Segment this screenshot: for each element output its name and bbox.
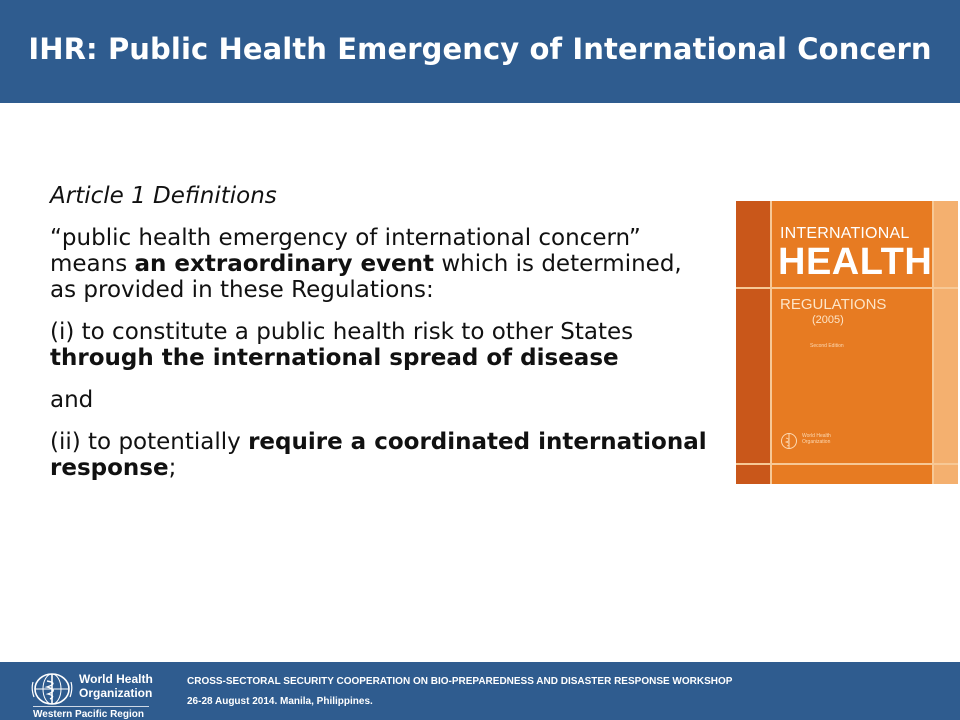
- criterion-2: [50, 429, 715, 481]
- who-logo-icon: [31, 672, 73, 706]
- workshop-date: 26-28 August 2014. Manila, Philippines.: [187, 696, 373, 707]
- conjunction: and: [50, 387, 94, 413]
- who-region: Western Pacific Region: [33, 709, 144, 720]
- criterion-1-text: (i) to constitute a public health risk to other States: [50, 319, 634, 345]
- cover-title-line2: HEALTH: [778, 241, 933, 283]
- definition-bold: an extraordinary event: [134, 251, 435, 277]
- cover-divider: [932, 201, 934, 484]
- criterion-1-bold: through the international spread of disease: [50, 345, 619, 371]
- who-org-name-line2: Organization: [79, 686, 153, 700]
- definition-paragraph: [50, 225, 715, 303]
- logo-divider: [33, 706, 149, 707]
- footer-bar: [0, 662, 960, 720]
- cover-edition: Second Edition: [810, 343, 844, 349]
- definition-text-2: which is determined, as provided in these Regulations:: [50, 251, 682, 303]
- who-org-name-line1: World Health: [79, 672, 153, 686]
- cover-divider: [736, 287, 958, 289]
- who-emblem-icon: [780, 432, 798, 450]
- cover-divider: [770, 201, 772, 484]
- cover-publisher: World Health Organization: [802, 433, 831, 445]
- article-heading: Article 1 Definitions: [50, 183, 277, 209]
- criterion-2-text: (ii) to potentially: [50, 429, 249, 455]
- workshop-title: CROSS-SECTORAL SECURITY COOPERATION ON BIO-PREPAREDNESS AND DISASTER RESPONSE WORKSHOP: [187, 676, 733, 687]
- ihr-book-cover: [736, 201, 958, 484]
- criterion-1: [50, 319, 715, 371]
- cover-divider: [736, 463, 958, 465]
- criterion-2-suffix: ;: [168, 455, 177, 481]
- slide-body: [50, 183, 715, 497]
- cover-stripe-right: [934, 201, 958, 484]
- definition-text-1: “public health emergency of international concern” means: [50, 225, 641, 277]
- who-org-name: [79, 672, 153, 700]
- title-bar: [0, 0, 960, 103]
- slide-title: IHR: Public Health Emergency of International Concern: [28, 31, 932, 66]
- cover-title-line1: INTERNATIONAL: [780, 225, 910, 242]
- criterion-2-bold: require a coordinated international response: [50, 429, 707, 481]
- cover-stripe-left: [736, 201, 770, 484]
- cover-title-line3: REGULATIONS: [780, 296, 887, 313]
- cover-year: (2005): [812, 314, 844, 326]
